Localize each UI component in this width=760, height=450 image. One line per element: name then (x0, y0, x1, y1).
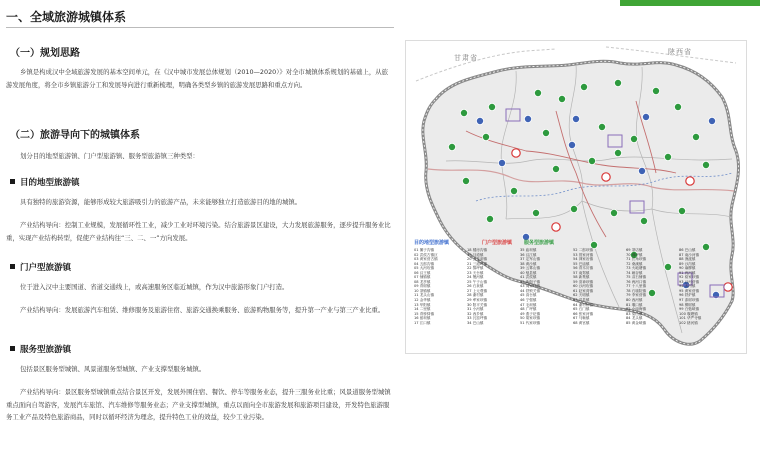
legend-entry: 83 梁山镇 (626, 311, 643, 316)
legend-entry: 24 褒河镇 (467, 275, 484, 280)
legend-entry: 93 沙河营镇 (679, 279, 700, 284)
legend-entry: 33 瓦窑坪镇 (467, 316, 488, 321)
legend-entry: 76 两河口镇 (626, 279, 647, 284)
legend-entry: 80 西河镇 (626, 298, 643, 303)
destination-town-industry: 产业结构导向：控制工业规模，发展循环性工业，减少工业对环境污染。结合旅游景区建设，大力发展旅游服务，逐步提升服务业比重，实现产业结构转型，促使产业结构往“三、二、一”方向发展。 (6, 221, 391, 242)
legend-entry: 49 燕子砭镇 (520, 311, 541, 316)
legend-entry: 100 堰塘镇 (679, 311, 698, 316)
legend-entry: 66 张家河镇 (573, 311, 594, 316)
legend-entry: 22 黎坪镇 (467, 266, 484, 271)
legend-entry: 68 黄官镇 (573, 320, 590, 325)
legend-entry: 42 新街子镇 (520, 279, 541, 284)
legend-header-service: 服务型旅游镇 (524, 240, 555, 246)
legend-entry: 36 汉江镇 (520, 252, 537, 257)
legend-entry: 41 武侯镇 (520, 275, 537, 280)
legend-entry: 91 两河镇 (679, 270, 696, 275)
legend-entry: 60 沙河坎镇 (573, 284, 594, 289)
legend-entry: 48 广坪镇 (520, 307, 537, 312)
section-title: 一、全域旅游城镇体系 (6, 10, 127, 24)
legend-entry: 79 李家营镇 (626, 293, 647, 298)
legend-entry: 82 小南海镇 (626, 307, 647, 312)
legend-entry: 08 龙亭镇 (414, 279, 431, 284)
legend-entry: 54 禅家岩镇 (573, 257, 594, 262)
legend-entry: 05 大河坎镇 (414, 266, 435, 271)
legend-entry: 23 天台镇 (467, 270, 484, 275)
legend-entry: 84 龙头镇 (626, 316, 643, 321)
legend-entry: 17 江口镇 (414, 320, 431, 325)
legend-entry: 81 堰口镇 (626, 302, 643, 307)
legend-entry: 35 庙坝镇 (520, 248, 537, 252)
legend-entry: 59 喜神坝镇 (573, 279, 594, 284)
legend-entry: 29 牟家坝镇 (467, 298, 488, 303)
service-town-desc: 包括景区服务型城镇、风景道服务型城镇、产业支撑型服务城镇。 (20, 365, 206, 373)
town-system-heading: （二）旅游导向下的城镇体系 (10, 130, 140, 141)
legend-entry: 37 定军山镇 (520, 257, 541, 262)
legend-entry: 03 黄家营古镇 (414, 257, 438, 262)
legend-entry: 55 巴庙镇 (573, 261, 590, 266)
bullet-square-icon (10, 179, 15, 184)
gansu-province-label: 甘肃省 (454, 54, 478, 62)
legend-entry: 02 武侯古镇区 (414, 252, 438, 257)
legend-entry: 65 石门镇 (573, 307, 590, 312)
legend-entry: 63 洋县镇 (573, 298, 590, 303)
legend-entry: 75 双石铺镇 (626, 275, 647, 280)
legend-entry: 38 黄沙镇 (520, 261, 537, 266)
legend-entry: 87 南沙河镇 (679, 252, 700, 257)
legend-column (679, 248, 701, 325)
legend-entry: 90 麻柳镇 (679, 266, 696, 271)
legend-column (520, 248, 540, 325)
legend-entry: 53 曾家河镇 (573, 252, 594, 257)
bullet-square-icon (10, 264, 15, 269)
legend-entry: 96 铁炉镇 (679, 293, 696, 298)
legend-entry: 27 上元观镇 (467, 288, 488, 293)
legend-entry: 89 沙沟镇 (679, 261, 696, 266)
legend-column (573, 248, 593, 325)
gateway-town-desc: 位于进入汉中主要国道、省道交通线上，或高速服务区临近城镇，作为汉中旅游形象门户打造。 (20, 283, 289, 291)
legend-entry: 97 漆树坝镇 (679, 298, 700, 303)
legend-entry: 51 代家坝镇 (520, 320, 541, 325)
legend-entry: 21 三道岭镇 (467, 261, 488, 266)
legend-entry: 25 午子山镇 (467, 279, 488, 284)
planning-approach-heading: （一）规划思路 (10, 48, 80, 59)
destination-town-heading: 目的地型旅游镇 (10, 176, 80, 188)
legend-entry: 77 十八里镇 (626, 284, 647, 289)
legend-entry: 98 柳树镇 (679, 302, 696, 307)
shaanxi-province-label: 陕西省 (668, 48, 692, 56)
legend-entry: 88 渔渡镇 (679, 257, 696, 262)
legend-entry: 01 狮子沟镇 (414, 248, 435, 252)
legend-entry: 09 青树镇 (414, 284, 431, 289)
legend-entry: 40 勉县镇 (520, 270, 537, 275)
legend-entry: 78 石墙院镇 (626, 288, 647, 293)
legend-entry: 94 大河镇 (679, 284, 696, 289)
legend-column (414, 248, 438, 325)
legend-entry: 99 白勉峡镇 (679, 307, 700, 312)
legend-entry: 26 石泉镇 (467, 284, 484, 289)
legend-entry: 62 天明镇 (573, 293, 590, 298)
legend-entry: 85 黄金峡镇 (626, 320, 647, 325)
legend-entry: 95 黄家营镇 (679, 288, 700, 293)
legend-column (626, 248, 646, 325)
legend-entry: 50 胡家坝镇 (520, 316, 541, 321)
legend-entry: 10 茶镇镇 (414, 288, 431, 293)
legend-column (467, 248, 487, 325)
legend-entry: 67 马畅镇 (573, 316, 590, 321)
legend-entry: 12 金华镇 (414, 298, 431, 303)
legend-entry: 14 二里镇 (414, 307, 431, 312)
town-system-map (405, 40, 747, 354)
legend-entry: 43 周家坪镇 (520, 284, 541, 289)
legend-entry: 15 青桥驿镇 (414, 311, 435, 316)
legend-entry: 45 高台镇 (520, 293, 537, 298)
legend-entry: 04 五郎沟镇 (414, 261, 435, 266)
legend-entry: 58 新集镇 (573, 275, 590, 280)
legend-entry: 102 楮河镇 (679, 320, 698, 325)
legend-entry: 11 龙头山镇 (414, 293, 435, 298)
destination-town-desc: 具有独特的旅游资源，能够形成较大旅游吸引力的旅游产品，未来能够独立打造旅游目的地的城镇。 (20, 198, 302, 206)
legend-entry: 30 阳平关镇 (467, 302, 488, 307)
legend-entry: 73 火地塘镇 (626, 266, 647, 271)
legend-entry: 57 南郑镇 (573, 270, 590, 275)
legend-entry: 31 小河镇 (467, 307, 484, 312)
legend-entry: 46 宁强镇 (520, 298, 537, 303)
legend-entry: 74 硒谷镇 (626, 270, 643, 275)
legend-entry: 92 骆家坝镇 (679, 275, 700, 280)
legend-entry: 28 谢村镇 (467, 293, 484, 298)
legend-entry: 52 二郎坝镇 (573, 248, 594, 252)
legend-entry: 19 马道镇 (467, 252, 484, 257)
service-town-industry: 产业结构导向：景区服务型城镇重点结合景区开发，发展外围住宿、餐饮、停车等服务业态，提升三服务业比重；风景道服务型城镇重点面向自驾游客，发展汽车旅馆、汽车维修等服务业态；产业支撑型城镇，重点以面向全市旅游发展和旅游项目建设，开发特色旅游服务工业产品及特色旅游商品，同时以循环经济为理念，提升特色工业的效益，较少工业污染。 (6, 388, 391, 421)
gateway-town-heading: 门户型旅游镇 (10, 261, 71, 273)
planning-approach-paragraph: 乡镇是构成汉中全域旅游发展的基本空间单元，在《汉中城市发展总体规划（2010—2020）》对全市城镇体系规划的基础上，从旅游发展角度，将全市乡镇旅游分工和发展导向进行重新梳理，明确各类型乡镇的旅游发展思路和重点方向。 (6, 68, 389, 89)
legend-entry: 64 谢村桥镇 (573, 302, 594, 307)
map-legend (412, 239, 732, 349)
legend-entry: 61 赵家湾镇 (573, 288, 594, 293)
legend-entry: 34 巴山镇 (467, 320, 484, 325)
town-system-intro: 划分目的地型旅游镇、门户型旅游镇、服务型旅游镇三种类型： (20, 152, 199, 160)
legend-header-destination: 目的地型旅游镇 (414, 240, 450, 246)
top-accent-bar (620, 0, 760, 6)
legend-header-gateway: 门户型旅游镇 (482, 240, 513, 246)
legend-entry: 20 五龙洞镇 (467, 257, 488, 262)
service-town-heading: 服务型旅游镇 (10, 343, 71, 355)
title-divider (6, 27, 394, 28)
legend-entry: 16 留坝镇 (414, 316, 431, 321)
bullet-square-icon (10, 346, 15, 351)
legend-entry: 06 汉王镇 (414, 270, 431, 275)
legend-entry: 32 西乡镇 (467, 311, 484, 316)
legend-entry: 72 桑溪镇 (626, 261, 643, 266)
legend-entry: 18 楼房沟镇 (467, 248, 488, 252)
legend-entry: 70 佛坪镇 (626, 252, 643, 257)
legend-entry: 56 青木川镇 (573, 266, 594, 271)
gateway-town-industry: 产业结构导向：发展旅游汽车租赁、维修服务及旅游住宿、旅游交通换乘服务、旅游购物服务等，提升第一产业与第三产业比重。 (20, 306, 385, 314)
legend-entry: 47 毛坝镇 (520, 302, 537, 307)
legend-entry: 07 铺镇镇 (414, 275, 431, 280)
legend-entry: 69 茶店镇 (626, 248, 643, 252)
legend-entry: 13 华阳镇 (414, 302, 431, 307)
legend-entry: 101 华严寺镇 (679, 316, 702, 321)
legend-entry: 86 巴山镇 (679, 248, 696, 252)
legend-entry: 44 铁锁关镇 (520, 288, 541, 293)
legend-entry: 39 云雾山镇 (520, 266, 541, 271)
legend-entry: 71 长角坝镇 (626, 257, 647, 262)
